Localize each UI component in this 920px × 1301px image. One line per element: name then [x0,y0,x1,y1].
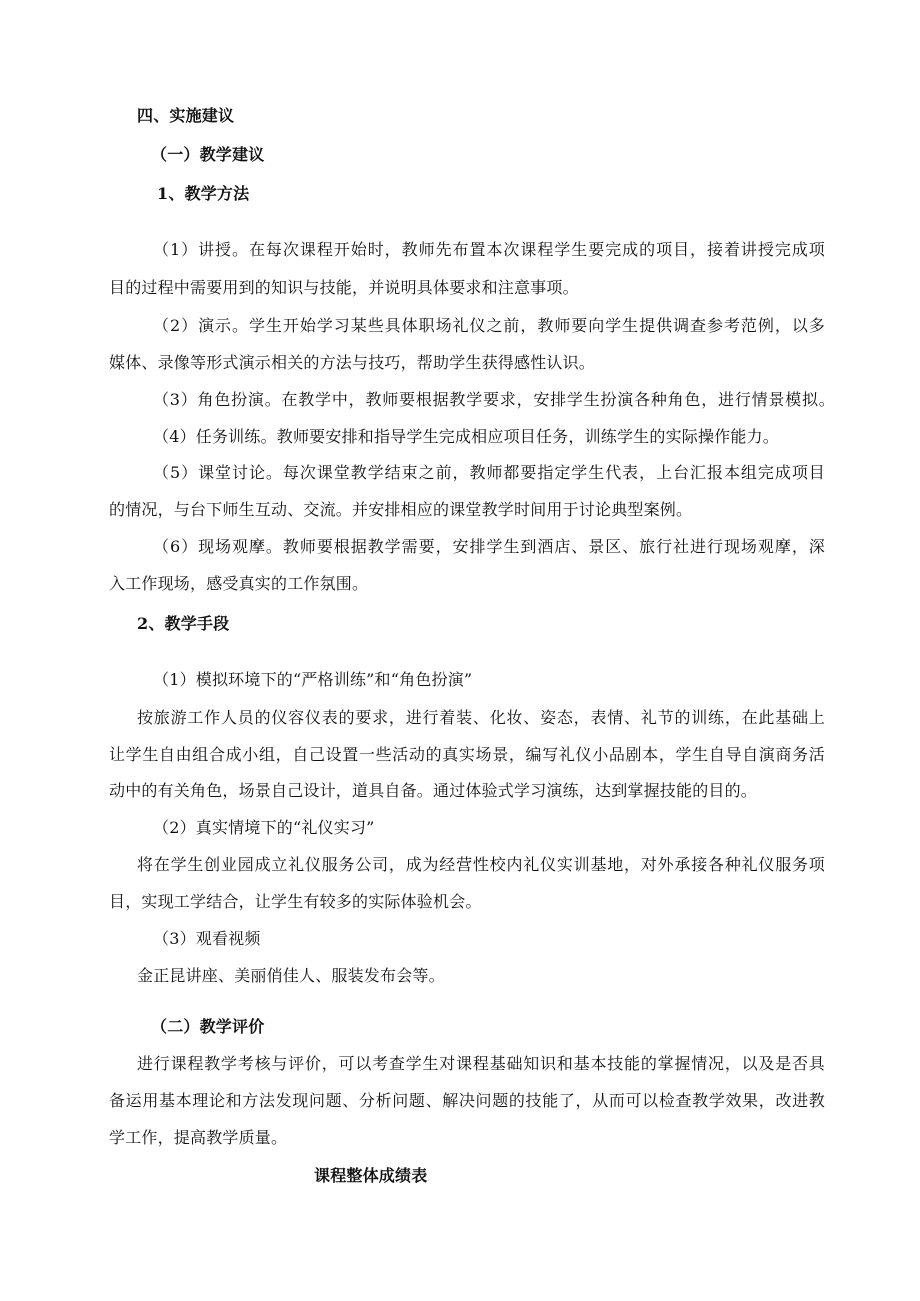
means-3-line1: 金正昆讲座、美丽俏佳人、服装发布会等。 [137,966,445,985]
means-1-title: （1）模拟环境下的“严格训练”和“角色扮演” [153,670,473,689]
method-2-line2: 媒体、录像等形式演示相关的方法与技巧，帮助学生获得感性认识。 [109,353,596,372]
means-3-title: （3）观看视频 [153,929,261,948]
method-2-line1: （2）演示。学生开始学习某些具体职场礼仪之前，教师要向学生提供调查参考范例，以多 [153,316,825,335]
means-1-line2: 让学生自由组合成小组，自己设置一些活动的真实场景，编写礼仪小品剧本，学生自导自演商务活 [109,745,825,764]
method-6-line2: 入工作现场，感受真实的工作氛围。 [109,574,369,593]
method-3-line1: （3）角色扮演。在教学中，教师要根据教学要求，安排学生扮演各种角色，进行情景模拟。 [153,390,835,409]
means-2-line2: 目，实现工学结合，让学生有较多的实际体验机会。 [109,892,482,911]
sub-heading-teaching-means: 2、教学手段 [137,614,230,633]
sub-heading-teaching-methods: 1、教学方法 [157,184,250,203]
means-1-line1: 按旅游工作人员的仪容仪表的要求，进行着装、化妆、姿态，表情、礼节的训练，在此基础上 [137,708,825,727]
subsection-heading-teaching-advice: （一）教学建议 [151,145,265,164]
method-6-line1: （6）现场观摩。教师要根据教学需要，安排学生到酒店、景区、旅行社进行现场观摩，深 [153,537,825,556]
evaluation-line1: 进行课程教学考核与评价，可以考查学生对课程基础知识和基本技能的掌握情况，以及是否具 [137,1054,825,1073]
method-1-line1: （1）讲授。在每次课程开始时，教师先布置本次课程学生要完成的项目，接着讲授完成项 [153,240,825,259]
means-2-line1: 将在学生创业园成立礼仪服务公司，成为经营性校内礼仪实训基地，对外承接各种礼仪服务项 [137,855,825,874]
section-heading: 四、实施建议 [137,106,235,125]
means-2-title: （2）真实情境下的“礼仪实习” [153,818,375,837]
subsection-heading-teaching-evaluation: （二）教学评价 [151,1017,265,1036]
table-title: 课程整体成绩表 [314,1166,428,1185]
evaluation-line3: 学工作，提高教学质量。 [109,1128,288,1147]
method-5-line1: （5）课堂讨论。每次课堂教学结束之前，教师都要指定学生代表，上台汇报本组完成项目 [153,463,825,482]
method-4-line1: （4）任务训练。教师要安排和指导学生完成相应项目任务，训练学生的实际操作能力。 [153,427,779,446]
means-1-line3: 动中的有关角色，场景自己设计，道具自备。通过体验式学习演练，达到掌握技能的目的。 [109,781,758,800]
method-5-line2: 的情况，与台下师生互动、交流。并安排相应的课堂教学时间用于讨论典型案例。 [109,500,693,519]
method-1-line2: 目的过程中需要用到的知识与技能，并说明具体要求和注意事项。 [109,278,579,297]
evaluation-line2: 备运用基本理论和方法发现问题、分析问题、解决问题的技能了，从而可以检查教学效果，改进教 [109,1091,825,1110]
